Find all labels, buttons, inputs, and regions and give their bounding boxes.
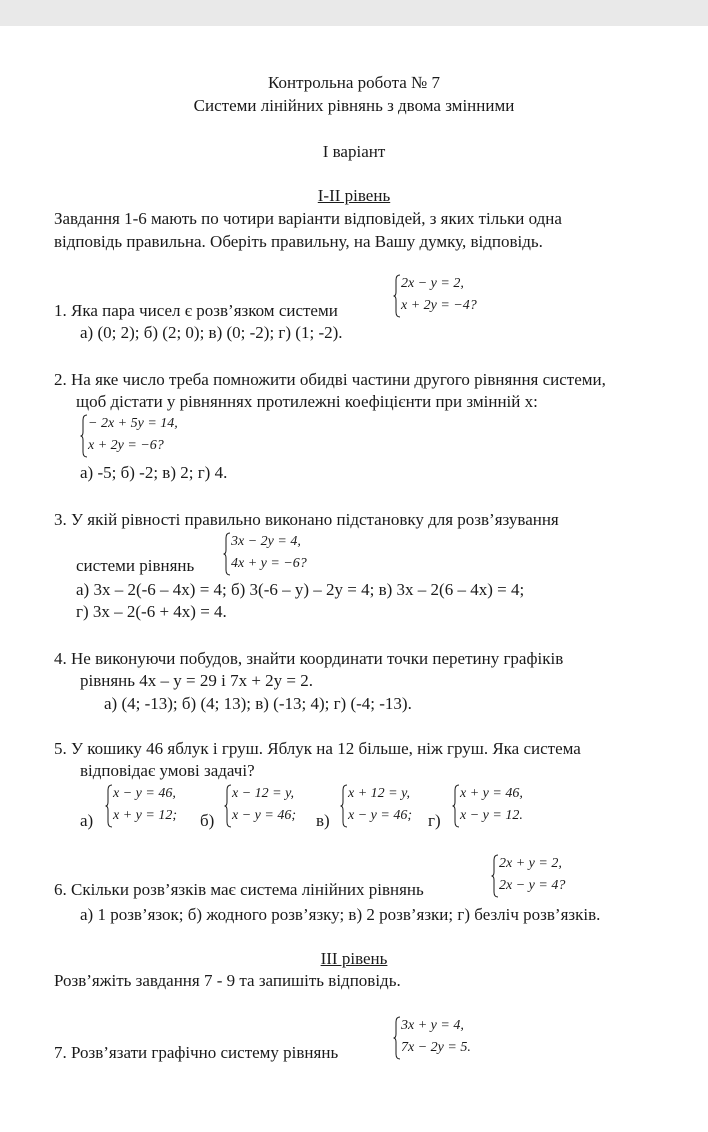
question-2-system xyxy=(80,414,200,458)
question-5-option-label: г) xyxy=(428,811,441,830)
brace-icon xyxy=(223,532,231,576)
brace-icon xyxy=(393,274,401,318)
question-5-line-2: відповідає умові задачі? xyxy=(80,761,255,780)
equation: 7x − 2y = 5. xyxy=(401,1040,471,1055)
question-3-answers-2: г) 3х – 2(-6 + 4х) = 4. xyxy=(76,602,227,621)
question-3-line-1: 3. У якій рівності правильно виконано підстановку для розв’язування xyxy=(54,510,559,529)
equation: x + 2y = −4? xyxy=(401,298,477,313)
equation: x + y = 12; xyxy=(113,808,177,823)
question-5-option-label: в) xyxy=(316,811,330,830)
equation: 3x − 2y = 4, xyxy=(231,534,301,549)
page-title: Контрольна робота № 7 xyxy=(268,73,440,92)
equation: x − y = 46, xyxy=(113,786,176,801)
question-5-option-label: а) xyxy=(80,811,94,830)
brace-icon xyxy=(491,854,499,898)
question-4-line-1: 4. Не виконуючи побудов, знайти координати точки перетину графіків xyxy=(54,649,564,668)
equation: − 2x + 5y = 14, xyxy=(88,416,178,431)
question-6-answers: а) 1 розв’язок; б) жодного розв’язку; в) 2 розв’язки; г) безліч розв’язків. xyxy=(80,905,601,924)
equation: x + 12 = y, xyxy=(348,786,411,801)
level-heading-1-2: І-ІІ рівень xyxy=(317,186,391,205)
question-5-option-a-system xyxy=(105,784,205,828)
brace-icon xyxy=(80,414,88,458)
level-3-instructions: Розв’яжіть завдання 7 - 9 та запишіть відповідь. xyxy=(54,971,401,990)
equation: 2x − y = 4? xyxy=(499,878,566,893)
equation: x − y = 46; xyxy=(232,808,296,823)
variant-label: І варіант xyxy=(322,142,386,161)
equation: x + y = 46, xyxy=(460,786,523,801)
question-5-option-label: б) xyxy=(200,811,215,830)
equation: 4x + y = −6? xyxy=(231,556,307,571)
question-4-answers: а) (4; -13); б) (4; 13); в) (-13; 4); г) (-4; -13). xyxy=(104,694,412,713)
equation: 3x + y = 4, xyxy=(401,1018,464,1033)
brace-icon xyxy=(105,784,113,828)
question-4-line-2: рівнянь 4х – у = 29 і 7х + 2у = 2. xyxy=(80,671,314,690)
question-2-answers: а) -5; б) -2; в) 2; г) 4. xyxy=(80,463,228,482)
question-6-text: 6. Скільки розв’язків має система лінійних рівнянь xyxy=(54,880,424,899)
equation: x − 12 = y, xyxy=(232,786,295,801)
question-1-text: 1. Яка пара чисел є розв’язком системи xyxy=(54,301,338,320)
question-2-line-1: 2. На яке число треба помножити обидві частини другого рівняння системи, xyxy=(54,370,606,389)
equation: 2x − y = 2, xyxy=(401,276,464,291)
brace-icon xyxy=(393,1016,401,1060)
top-bar xyxy=(0,0,708,26)
question-5-option-d-system xyxy=(452,784,552,828)
brace-icon xyxy=(340,784,348,828)
equation: x − y = 46; xyxy=(348,808,412,823)
instructions-line-2: відповідь правильна. Оберіть правильну, на Вашу думку, відповідь. xyxy=(54,232,543,251)
equation: x − y = 12. xyxy=(460,808,523,823)
page-subtitle: Системи лінійних рівнянь з двома змінними xyxy=(193,96,515,115)
brace-icon xyxy=(224,784,232,828)
question-3-line-2: системи рівнянь xyxy=(76,556,195,575)
question-7-text: 7. Розв’язати графічно систему рівнянь xyxy=(54,1043,339,1062)
question-2-line-2: щоб дістати у рівняннях протилежні коефіцієнти при змінній х: xyxy=(76,392,538,411)
question-3-system xyxy=(223,532,343,576)
brace-icon xyxy=(452,784,460,828)
question-5-option-c-system xyxy=(340,784,440,828)
level-heading-3: ІІІ рівень xyxy=(320,949,388,968)
question-6-system xyxy=(491,854,601,898)
instructions-line-1: Завдання 1-6 мають по чотири варіанти відповідей, з яких тільки одна xyxy=(54,209,562,228)
question-5-line-1: 5. У кошику 46 яблук і груш. Яблук на 12 більше, ніж груш. Яка система xyxy=(54,739,581,758)
equation: 2x + y = 2, xyxy=(499,856,562,871)
question-3-answers-1: а) 3х – 2(-6 – 4х) = 4; б) 3(-6 – у) – 2у = 4; в) 3х – 2(6 – 4х) = 4; xyxy=(76,580,525,599)
question-1-system xyxy=(393,274,513,318)
equation: x + 2y = −6? xyxy=(88,438,164,453)
question-5-option-b-system xyxy=(224,784,324,828)
question-1-answers: а) (0; 2); б) (2; 0); в) (0; -2); г) (1; -2). xyxy=(80,323,343,342)
question-7-system xyxy=(393,1016,503,1060)
